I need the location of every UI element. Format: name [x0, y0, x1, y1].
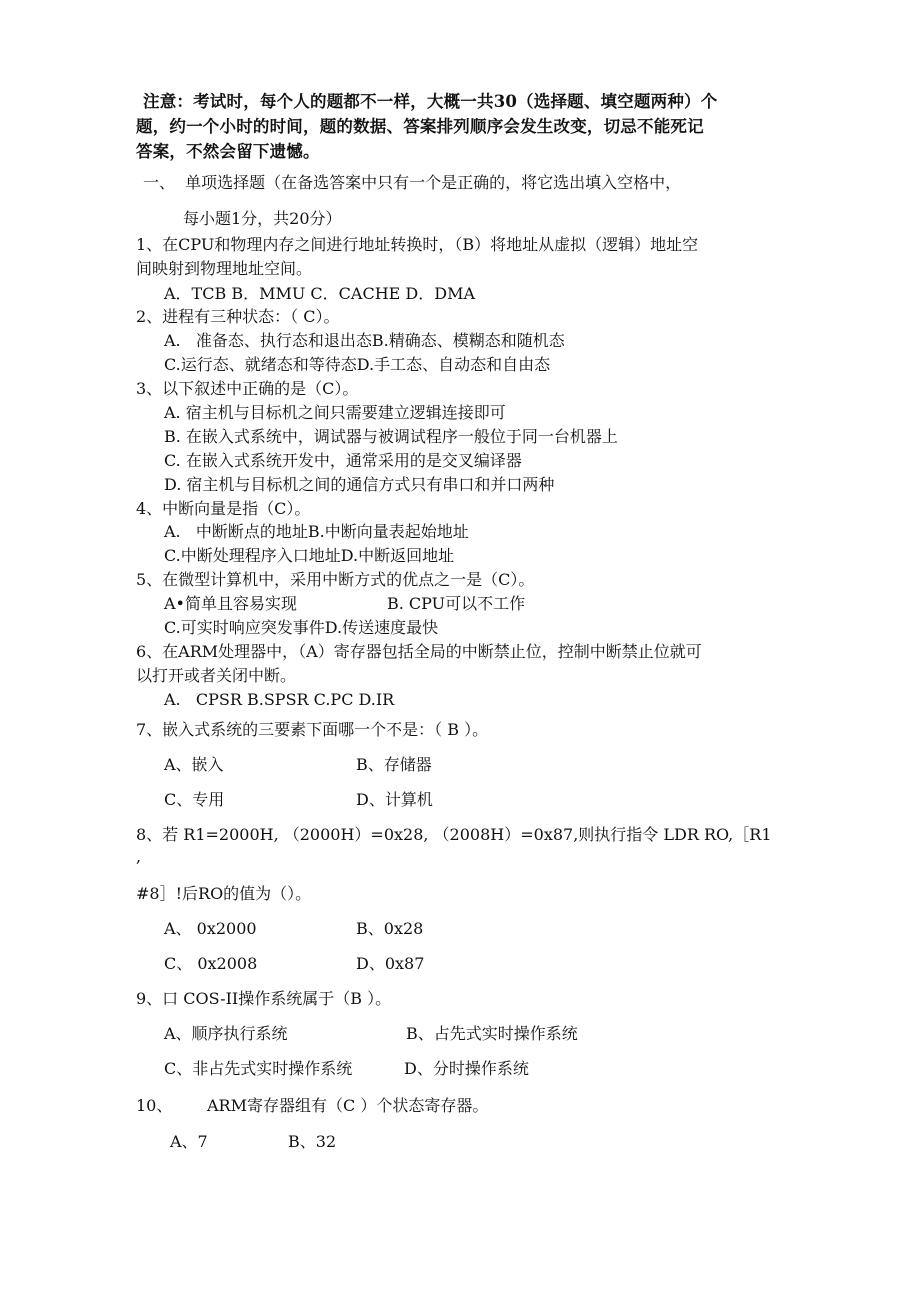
question-10-number: 10、 [136, 1096, 173, 1115]
notice-line-2: 题，约一个小时的时间，题的数据、答案排列顺序会发生改变，切忌不能死记 [136, 117, 704, 136]
notice-line-1: 注意：考试时，每个人的题都不一样，大概一共30（选择题、填空题两种）个 [143, 92, 718, 111]
section-heading: 一、 单项选择题（在备选答案中只有一个是正确的，将它选出填入空格中， [143, 173, 682, 192]
question-4-option-line-2: C.中断处理程序入口地址D.中断返回地址 [164, 546, 455, 565]
question-9-option-b: B、占先式实时操作系统 [406, 1024, 578, 1043]
question-4-stem: 4、中断向量是指（C）。 [136, 499, 311, 518]
question-3-option-d: D. 宿主机与目标机之间的通信方式只有串口和并口两种 [164, 475, 555, 494]
question-6-options: A. CPSR B.SPSR C.PC D.IR [164, 690, 395, 709]
question-8-option-a: A、 0x2000 [164, 919, 257, 938]
question-1-stem-1: 1、在CPU和物理内存之间进行地址转换时，（B）将地址从虚拟（逻辑）地址空 [136, 235, 699, 254]
question-7-option-c: C、专用 [164, 790, 225, 809]
question-2-option-line-2: C.运行态、就绪态和等待态D.手工态、自动态和自由态 [164, 355, 551, 374]
question-1-options: A．TCB B．MMU C．CACHE D．DMA [164, 284, 476, 303]
question-3-stem: 3、以下叙述中正确的是（C）。 [136, 379, 359, 398]
question-8-stem-3: #8］!后RO的值为（）。 [136, 884, 312, 903]
question-6-stem-1: 6、在ARM处理器中，（A）寄存器包括全局的中断禁止位，控制中断禁止位就可 [136, 642, 702, 661]
question-7-option-d: D、计算机 [356, 790, 433, 809]
question-5-option-line-2: C.可实时响应突发事件D.传送速度最快 [164, 618, 439, 637]
question-9-option-d: D、分时操作系统 [404, 1059, 529, 1078]
question-7-stem: 7、嵌入式系统的三要素下面哪一个不是：（ B ）。 [136, 720, 489, 739]
question-1-stem-2: 间映射到物理地址空间。 [136, 259, 313, 278]
question-6-stem-2: 以打开或者关闭中断。 [136, 666, 297, 685]
question-7-option-b: B、存储器 [356, 755, 432, 774]
question-8-stem-1: 8、若 R1=2000H, （2000H）=0x28, （2008H）=0x87,则执行指令 LDR RO,［R1 [136, 825, 772, 844]
question-7-option-a: A、嵌入 [164, 755, 224, 774]
notice-line-3: 答案，不然会留下遗憾。 [136, 142, 320, 161]
question-5-option-b: B. CPU可以不工作 [387, 594, 526, 613]
question-10-stem: ARM寄存器组有（C ）个状态寄存器。 [207, 1096, 489, 1115]
section-subheading: 每小题1分，共20分） [183, 209, 342, 228]
question-2-option-line-1: A. 准备态、执行态和退出态B.精确态、模糊态和随机态 [164, 331, 565, 350]
question-4-option-line-1: A. 中断断点的地址B.中断向量表起始地址 [164, 522, 469, 541]
question-3-option-a: A. 宿主机与目标机之间只需要建立逻辑连接即可 [164, 403, 506, 422]
question-3-option-c: C. 在嵌入式系统开发中，通常采用的是交叉编译器 [164, 451, 522, 470]
question-8-option-d: D、0x87 [356, 954, 425, 973]
question-10-option-a: A、7 [170, 1132, 208, 1151]
question-8-option-c: C、 0x2008 [164, 954, 258, 973]
question-5-option-a: A•简单且容易实现 [164, 594, 297, 613]
question-9-option-c: C、非占先式实时操作系统 [164, 1059, 353, 1078]
question-9-option-a: A、顺序执行系统 [164, 1024, 288, 1043]
question-10-option-b: B、32 [288, 1132, 337, 1151]
question-9-stem: 9、口 COS-II操作系统属于（B ）。 [136, 989, 392, 1008]
question-5-stem: 5、在微型计算机中，采用中断方式的优点之一是（C）。 [136, 570, 535, 589]
question-8-option-b: B、0x28 [356, 919, 424, 938]
question-8-stem-2: , [136, 847, 142, 866]
question-2-stem: 2、进程有三种状态：（ C）。 [136, 307, 340, 326]
question-3-option-b: B. 在嵌入式系统中，调试器与被调试程序一般位于同一台机器上 [164, 427, 618, 446]
